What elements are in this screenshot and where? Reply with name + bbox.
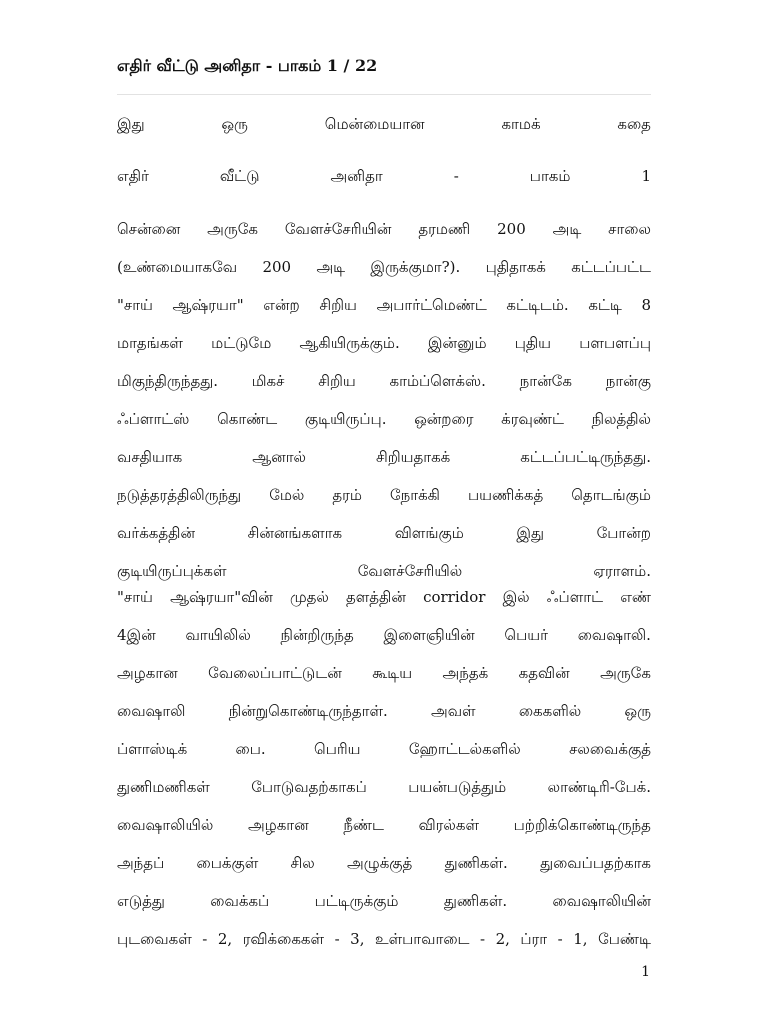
word: அழகான xyxy=(117,664,178,682)
word: சிறிய xyxy=(319,296,357,314)
word: சாலை xyxy=(608,220,651,238)
word: வேளச்சேரியின் xyxy=(284,220,392,238)
text-line xyxy=(117,294,651,332)
word: 2, xyxy=(495,930,510,948)
text-line xyxy=(117,776,651,814)
word: கட்டப்பட்ட xyxy=(571,258,651,276)
word: நான்கு xyxy=(605,372,651,390)
word: என்ற xyxy=(263,296,300,314)
page-number: 1 xyxy=(641,964,650,980)
word: அவள் xyxy=(431,702,476,720)
word: அபார்ட்மெண்ட் xyxy=(376,296,487,314)
title-divider xyxy=(117,94,651,95)
word: தளத்தின் xyxy=(345,588,406,606)
word: புதிய xyxy=(514,334,552,352)
word: காம்ப்ளெக்ஸ். xyxy=(389,372,486,390)
word: வைக்கப் xyxy=(210,892,270,910)
heading-word: இது xyxy=(117,115,145,133)
word: - xyxy=(557,930,563,948)
text-line xyxy=(117,332,651,370)
word: ஒரு xyxy=(624,702,651,720)
word: பட்டிருக்கும் xyxy=(314,892,399,910)
word: விளங்கும் xyxy=(394,524,464,542)
word: துவைப்பதற்காக xyxy=(540,854,651,872)
word: அருகே xyxy=(600,664,651,682)
word: பேண்டி xyxy=(598,930,651,948)
word: - xyxy=(334,930,340,948)
word: பெயர் xyxy=(504,626,548,644)
word: ஃப்ளாட்ஸ் xyxy=(117,410,190,428)
word: மேல் xyxy=(269,486,305,504)
word: சென்னை xyxy=(117,220,181,238)
text-line xyxy=(117,814,651,852)
text-line xyxy=(117,408,651,446)
word: ஆஷ்ரயா" xyxy=(172,296,244,314)
word: ஹோட்டல்களில் xyxy=(408,740,521,758)
word: சின்னங்களாக xyxy=(247,524,343,542)
word: அந்தப் xyxy=(117,854,165,872)
document-page xyxy=(117,0,651,1024)
word: நீண்ட xyxy=(343,816,384,834)
heading-word: பாகம் xyxy=(529,167,571,185)
word: வைஷாலி. xyxy=(577,626,651,644)
word: நிலத்தில் xyxy=(591,410,651,428)
word: ப்ரா xyxy=(520,930,548,948)
word: வசதியாக xyxy=(117,448,183,466)
word: க்ரவுண்ட் xyxy=(501,410,564,428)
word: தரம் xyxy=(332,486,362,504)
word: விரல்கள் xyxy=(418,816,479,834)
heading-word: கதை xyxy=(617,115,651,133)
word: வாயிலில் xyxy=(185,626,251,644)
word: வைஷாலி xyxy=(117,702,186,720)
word: 8 xyxy=(641,296,651,314)
heading-line-1 xyxy=(117,114,651,134)
paragraph-1 xyxy=(117,218,651,598)
text-line xyxy=(117,218,651,256)
word: எடுத்து xyxy=(117,892,165,910)
text-line xyxy=(117,256,651,294)
word: கொண்ட xyxy=(217,410,278,428)
text-line xyxy=(117,370,651,408)
word: போன்ற xyxy=(596,524,651,542)
word: முதல் xyxy=(289,588,329,606)
word: நான்கே xyxy=(519,372,572,390)
word: 200 xyxy=(497,220,526,238)
word: கட்டிடம். xyxy=(506,296,569,314)
word: கைகளில் xyxy=(518,702,582,720)
word: பற்றிக்கொண்டிருந்த xyxy=(513,816,651,834)
word: ப்ளாஸ்டிக் xyxy=(117,740,188,758)
word: வைஷாலியின் xyxy=(552,892,651,910)
word: மிகுந்திருந்தது. xyxy=(117,372,218,390)
word: (உண்மையாகவே xyxy=(117,258,238,276)
word: துணிகள். xyxy=(443,892,508,910)
word: "சாய் xyxy=(117,296,153,314)
heading-word: ஒரு xyxy=(221,115,248,133)
text-line xyxy=(117,738,651,776)
word: வேலைப்பாட்டுடன் xyxy=(208,664,342,682)
word: வைஷாலியில் xyxy=(117,816,214,834)
word: இருக்குமா?). xyxy=(370,258,461,276)
text-line xyxy=(117,928,651,966)
word: 4இன் xyxy=(117,626,156,644)
heading-line-2 xyxy=(117,166,651,186)
text-line xyxy=(117,446,651,484)
word: சலவைக்குத் xyxy=(569,740,651,758)
word: நோக்கி xyxy=(389,486,440,504)
word: லாண்டிரி-பேக். xyxy=(547,778,651,796)
word: மிகச் xyxy=(251,372,285,390)
word: தரமணி xyxy=(418,220,471,238)
word: கட்டப்பட்டிருந்தது. xyxy=(520,448,651,466)
word: நடுத்தரத்திலிருந்து xyxy=(117,486,242,504)
heading-word: வீட்டு xyxy=(219,167,260,185)
heading-word: காமக் xyxy=(501,115,541,133)
word: பைக்குள் xyxy=(196,854,259,872)
text-line xyxy=(117,890,651,928)
word: சிறிய xyxy=(318,372,356,390)
word: தொடங்கும் xyxy=(571,486,651,504)
word: - xyxy=(202,930,208,948)
word: அடி xyxy=(316,258,346,276)
word: அடி xyxy=(552,220,582,238)
word: ஆனால் xyxy=(252,448,307,466)
word: ரவிக்கைகள் xyxy=(242,930,325,948)
document-title: எதிர் வீட்டு அனிதா - பாகம் 1 / 22 xyxy=(117,56,378,75)
word: உள்பாவாடை xyxy=(374,930,470,948)
word: நின்றிருந்த xyxy=(280,626,354,644)
word: corridor xyxy=(423,588,486,606)
word: புதிதாகக் xyxy=(485,258,546,276)
word: பளபளப்பு xyxy=(579,334,651,352)
word: அழுக்குத் xyxy=(347,854,413,872)
word: குடியிருப்புக்கள் xyxy=(117,562,227,580)
word: பயன்படுத்தும் xyxy=(408,778,507,796)
word: குடியிருப்பு. xyxy=(304,410,387,428)
word: பயணிக்கத் xyxy=(467,486,544,504)
word: ஆகியிருக்கும். xyxy=(299,334,400,352)
heading-word: எதிர் xyxy=(117,167,149,185)
word: ஆஷ்ரயா"வின் xyxy=(170,588,273,606)
word: கட்டி xyxy=(588,296,622,314)
word: அழகான xyxy=(247,816,309,834)
word: "சாய் xyxy=(117,588,153,606)
text-line xyxy=(117,662,651,700)
word: எண் xyxy=(620,588,651,606)
word: போடுவதற்காகப் xyxy=(251,778,367,796)
word: கதவின் xyxy=(518,664,570,682)
heading-word: அனிதா xyxy=(330,167,383,185)
text-line xyxy=(117,522,651,560)
text-line xyxy=(117,624,651,662)
heading-word: 1 xyxy=(641,167,651,185)
word: சில xyxy=(290,854,315,872)
word: மட்டுமே xyxy=(211,334,272,352)
word: சிறியதாகக் xyxy=(375,448,451,466)
heading-word: மென்மையான xyxy=(324,115,425,133)
word: இது xyxy=(516,524,544,542)
text-line xyxy=(117,484,651,522)
word: புடவைகள் xyxy=(117,930,192,948)
word: வர்க்கத்தின் xyxy=(117,524,195,542)
word: இல் xyxy=(502,588,530,606)
word: துணிகள். xyxy=(444,854,508,872)
text-line xyxy=(117,586,651,624)
word: இன்னும் xyxy=(427,334,487,352)
word: வேளச்சேரியில் xyxy=(357,562,463,580)
word: அந்தக் xyxy=(442,664,489,682)
word: 200 xyxy=(262,258,292,276)
word: 1, xyxy=(573,930,588,948)
word: மாதங்கள் xyxy=(117,334,183,352)
word: 3, xyxy=(350,930,365,948)
text-line xyxy=(117,852,651,890)
word: பெரிய xyxy=(314,740,361,758)
word: நின்றுகொண்டிருந்தாள். xyxy=(228,702,388,720)
word: ஒன்றரை xyxy=(414,410,474,428)
word: பை. xyxy=(235,740,266,758)
word: கூடிய xyxy=(372,664,413,682)
text-line xyxy=(117,700,651,738)
word: - xyxy=(479,930,486,948)
word: இளைஞியின் xyxy=(383,626,475,644)
word: அருகே xyxy=(207,220,258,238)
word: ஏராளம். xyxy=(593,562,651,580)
word: ஃப்ளாட் xyxy=(546,588,604,606)
word: துணிமணிகள் xyxy=(117,778,210,796)
heading-word: - xyxy=(453,167,459,185)
word: 2, xyxy=(217,930,233,948)
paragraph-2 xyxy=(117,586,651,966)
